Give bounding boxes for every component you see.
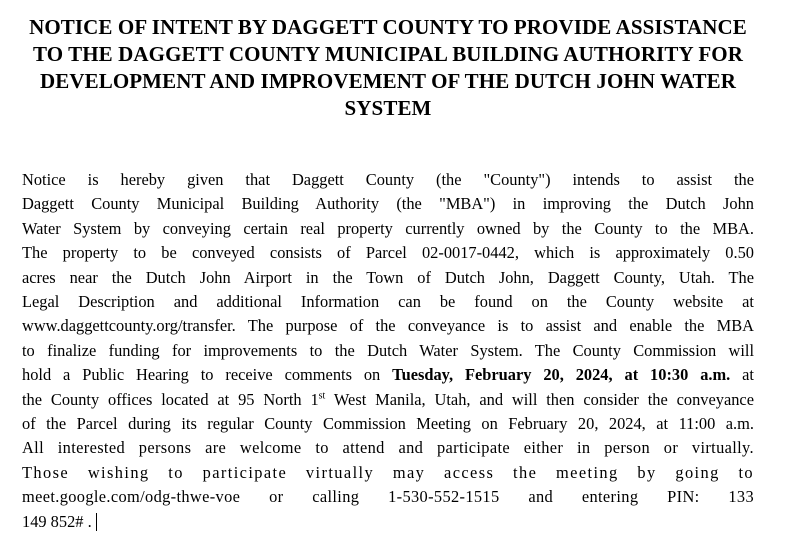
hearing-text: hold a Public Hearing to receive comments on [22, 365, 393, 385]
address-superscript: st [318, 390, 326, 402]
body-line: to finalize funding for improvements to the Dutch Water System. The County Commission will [22, 340, 754, 360]
body-line: The property to be conveyed consists of Parcel 02-0017-0442, which is approximately 0.50 [22, 243, 754, 263]
title-line-4: SYSTEM [344, 96, 432, 120]
body-line-website: www.daggettcounty.org/transfer. The purpose of the conveyance is to assist and enable the MBA [22, 316, 754, 336]
title-line-3: DEVELOPMENT AND IMPROVEMENT OF THE DUTCH JOHN WATER [39, 69, 737, 93]
address-text-end: West Manila, Utah, and will then consider the conveyance [325, 389, 754, 409]
notice-title [22, 14, 754, 122]
hearing-line [22, 363, 754, 387]
body-line: Water System by conveying certain real property currently owned by the County to the MBA. [22, 218, 754, 238]
text-cursor [96, 513, 97, 531]
address-text: the County offices located at 95 North 1 [22, 389, 319, 409]
body-line: Notice is hereby given that Daggett County (the "County") intends to assist the [22, 170, 754, 189]
body-line: of the Parcel during its regular County Commission Meeting on February 20, 2024, at 11:00 a.m. [22, 414, 754, 434]
body-line: All interested persons are welcome to attend and participate either in person or virtually. [22, 438, 754, 458]
notice-body [22, 168, 754, 534]
body-line: Those wishing to participate virtually may access the meeting by going to [22, 462, 754, 482]
title-line-1: NOTICE OF INTENT BY DAGGETT COUNTY TO PROVIDE ASSISTANCE [29, 15, 747, 39]
hearing-text-end: at [730, 365, 754, 385]
pin-line [22, 510, 754, 534]
hearing-date: Tuesday, February 20, 2024, at 10:30 a.m. [392, 365, 731, 385]
body-line: Daggett County Municipal Building Authority (the "MBA") in improving the Dutch John [22, 194, 754, 214]
body-line: Legal Description and additional Information can be found on the County website at [22, 292, 754, 312]
body-line: acres near the Dutch John Airport in the Town of Dutch John, Daggett County, Utah. The [22, 267, 754, 287]
pin-text: 149 852# . [22, 511, 92, 531]
meeting-access-line: meet.google.com/odg-thwe-voe or calling 1-530-552-1515 and entering PIN: 133 [22, 487, 754, 507]
title-line-2: TO THE DAGGETT COUNTY MUNICIPAL BUILDING AUTHORITY FOR [33, 42, 743, 66]
address-line [22, 388, 754, 412]
